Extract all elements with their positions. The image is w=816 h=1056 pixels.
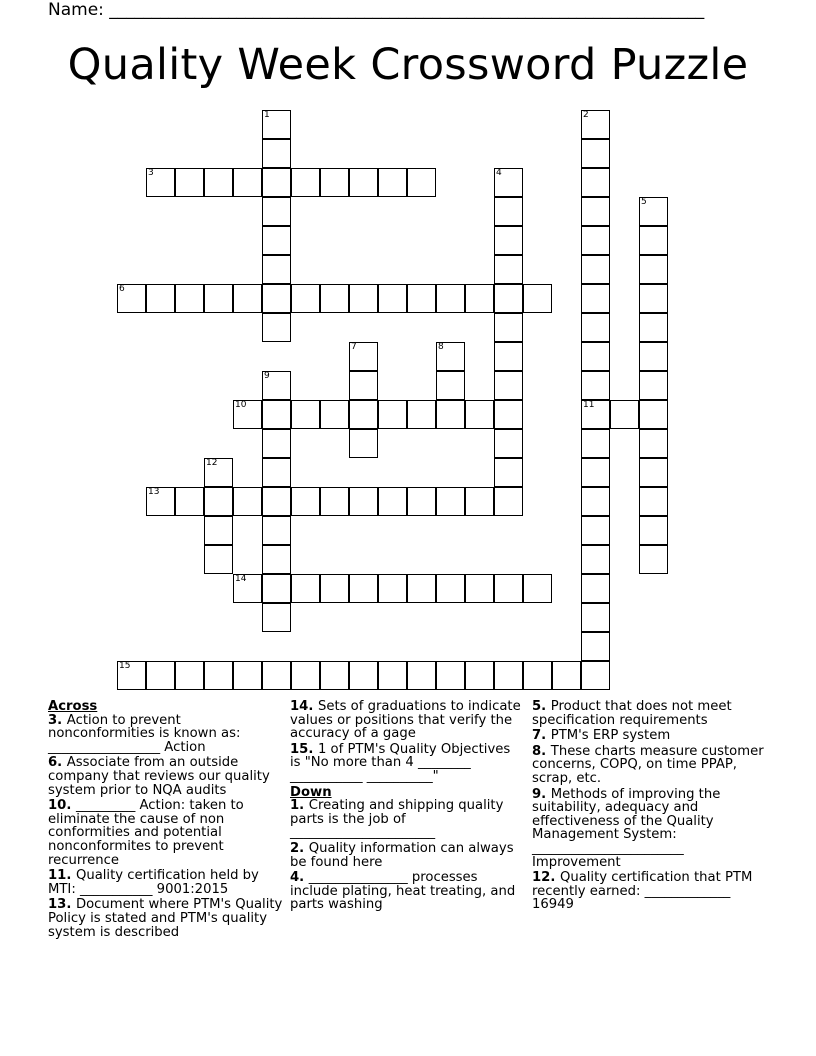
- grid-cell[interactable]: [262, 313, 291, 342]
- grid-cell[interactable]: [175, 661, 204, 690]
- clue-number: 12: [206, 458, 218, 468]
- clue-item-text: Quality certification held by MTI: ___________ 9001:2015: [48, 868, 259, 897]
- grid-cell[interactable]: [465, 487, 494, 516]
- clue-item-number: 13.: [48, 897, 76, 913]
- grid-cell[interactable]: [320, 574, 349, 603]
- grid-cell[interactable]: [581, 197, 610, 226]
- grid-cell[interactable]: [262, 516, 291, 545]
- grid-cell[interactable]: [349, 400, 378, 429]
- grid-cell[interactable]: [233, 487, 262, 516]
- grid-cell[interactable]: [523, 661, 552, 690]
- clue-item-text: Action to prevent nonconformities is known as: _________________ Action: [48, 712, 241, 755]
- grid-cell[interactable]: [494, 226, 523, 255]
- grid-cell[interactable]: [581, 458, 610, 487]
- grid-cell[interactable]: [204, 458, 233, 487]
- grid-cell[interactable]: [494, 458, 523, 487]
- clue-item: [48, 756, 284, 797]
- grid-cell[interactable]: [262, 400, 291, 429]
- clue-item: [290, 799, 522, 840]
- grid-cell[interactable]: [320, 661, 349, 690]
- grid-cell[interactable]: [349, 661, 378, 690]
- grid-cell[interactable]: [581, 574, 610, 603]
- grid-cell[interactable]: [436, 487, 465, 516]
- grid-cell[interactable]: [494, 487, 523, 516]
- grid-cell[interactable]: [436, 661, 465, 690]
- clue-item-number: 2.: [290, 840, 309, 856]
- grid-cell[interactable]: [581, 139, 610, 168]
- clue-item: [48, 898, 284, 939]
- grid-cell[interactable]: [436, 400, 465, 429]
- grid-cell[interactable]: [291, 661, 320, 690]
- grid-cell[interactable]: [291, 487, 320, 516]
- grid-cell[interactable]: [436, 342, 465, 371]
- clue-number: 10: [235, 400, 247, 410]
- grid-cell[interactable]: [291, 400, 320, 429]
- grid-cell[interactable]: [639, 313, 668, 342]
- clue-item: [532, 700, 768, 727]
- grid-cell[interactable]: [291, 574, 320, 603]
- clue-item-text: 1 of PTM's Quality Objectives is "No more than 4 ________ ___________ __________": [290, 741, 511, 784]
- grid-cell[interactable]: [581, 284, 610, 313]
- clue-item: [48, 869, 284, 896]
- clue-item-number: 3.: [48, 712, 67, 728]
- grid-cell[interactable]: [581, 226, 610, 255]
- grid-cell[interactable]: [117, 661, 146, 690]
- grid-cell[interactable]: [291, 284, 320, 313]
- grid-cell[interactable]: [494, 429, 523, 458]
- grid-cell[interactable]: [146, 168, 175, 197]
- grid-cell[interactable]: [262, 139, 291, 168]
- clue-number: 13: [148, 487, 160, 497]
- grid-cell[interactable]: [378, 574, 407, 603]
- grid-cell[interactable]: [320, 168, 349, 197]
- grid-cell[interactable]: [291, 168, 320, 197]
- grid-cell[interactable]: [204, 516, 233, 545]
- grid-cell[interactable]: [262, 284, 291, 313]
- grid-cell[interactable]: [639, 458, 668, 487]
- grid-cell[interactable]: [581, 110, 610, 139]
- grid-cell[interactable]: [581, 603, 610, 632]
- grid-cell[interactable]: [581, 168, 610, 197]
- grid-cell[interactable]: [262, 545, 291, 574]
- clue-item-text: Methods of improving the suitability, adequacy and effectiveness of the Quality Management System: _______________________ Improvement: [532, 786, 721, 870]
- grid-cell[interactable]: [175, 487, 204, 516]
- grid-cell[interactable]: [639, 429, 668, 458]
- grid-cell[interactable]: [349, 429, 378, 458]
- clue-item-number: 4.: [290, 870, 309, 886]
- clue-item: [290, 871, 522, 912]
- clue-number: 5: [641, 197, 647, 207]
- clue-item-number: 6.: [48, 755, 67, 771]
- grid-cell[interactable]: [320, 400, 349, 429]
- across-heading: Across: [48, 699, 98, 714]
- grid-cell[interactable]: [581, 371, 610, 400]
- clue-item-text: Product that does not meet specification requirements: [532, 699, 732, 728]
- grid-cell[interactable]: [349, 574, 378, 603]
- grid-cell[interactable]: [320, 487, 349, 516]
- grid-cell[interactable]: [523, 284, 552, 313]
- clue-number: 4: [496, 168, 502, 178]
- grid-cell[interactable]: [233, 168, 262, 197]
- grid-cell[interactable]: [436, 371, 465, 400]
- clue-item: [532, 729, 768, 743]
- grid-cell[interactable]: [639, 342, 668, 371]
- grid-cell[interactable]: [494, 284, 523, 313]
- clue-number: 11: [583, 400, 595, 410]
- grid-cell[interactable]: [465, 400, 494, 429]
- grid-cell[interactable]: [233, 574, 262, 603]
- grid-cell[interactable]: [378, 487, 407, 516]
- down-heading: Down: [290, 784, 332, 800]
- grid-cell[interactable]: [262, 255, 291, 284]
- grid-cell[interactable]: [349, 168, 378, 197]
- clue-item-number: 8.: [532, 743, 551, 759]
- clue-item-text: Associate from an outside company that reviews our quality system prior to NQA audits: [48, 755, 270, 798]
- grid-cell[interactable]: [494, 400, 523, 429]
- grid-cell[interactable]: [320, 284, 349, 313]
- grid-cell[interactable]: [581, 632, 610, 661]
- clue-number: 1: [264, 110, 270, 120]
- clue-item-text: Creating and shipping quality parts is the job of ______________________: [290, 798, 504, 841]
- grid-cell[interactable]: [581, 661, 610, 690]
- grid-cell[interactable]: [378, 284, 407, 313]
- clue-number: 8: [438, 342, 444, 352]
- clue-item: [290, 842, 522, 869]
- grid-cell[interactable]: [436, 574, 465, 603]
- grid-cell[interactable]: [639, 400, 668, 429]
- grid-cell[interactable]: [233, 284, 262, 313]
- grid-cell[interactable]: [407, 284, 436, 313]
- clue-item-number: 12.: [532, 870, 560, 886]
- grid-cell[interactable]: [378, 400, 407, 429]
- clue-number: 6: [119, 284, 125, 294]
- grid-cell[interactable]: [407, 168, 436, 197]
- grid-cell[interactable]: [581, 400, 610, 429]
- grid-cell[interactable]: [581, 313, 610, 342]
- grid-cell[interactable]: [494, 661, 523, 690]
- clue-item-number: 11.: [48, 868, 76, 884]
- grid-cell[interactable]: [494, 168, 523, 197]
- clue-item-text: Document where PTM's Quality Policy is stated and PTM's quality system is described: [48, 897, 283, 940]
- grid-cell[interactable]: [349, 342, 378, 371]
- grid-cell[interactable]: [204, 487, 233, 516]
- grid-cell[interactable]: [262, 197, 291, 226]
- grid-cell[interactable]: [262, 371, 291, 400]
- clue-item: [532, 745, 768, 786]
- grid-cell[interactable]: [494, 313, 523, 342]
- clue-item: [532, 871, 768, 912]
- grid-cell[interactable]: [262, 429, 291, 458]
- grid-cell[interactable]: [204, 284, 233, 313]
- grid-cell[interactable]: [146, 284, 175, 313]
- clue-number: 2: [583, 110, 589, 120]
- clue-column-3: [532, 700, 768, 914]
- grid-cell[interactable]: [378, 661, 407, 690]
- grid-cell[interactable]: [349, 371, 378, 400]
- grid-cell[interactable]: [407, 400, 436, 429]
- grid-cell[interactable]: [639, 545, 668, 574]
- grid-cell[interactable]: [262, 574, 291, 603]
- clue-item-text: Quality information can always be found here: [290, 840, 514, 870]
- clue-item-text: These charts measure customer concerns, COPQ, on time PPAP, scrap, etc.: [532, 743, 764, 786]
- grid-cell[interactable]: [175, 168, 204, 197]
- clue-item-text: Quality certification that PTM recently earned: _____________ 16949: [532, 870, 753, 913]
- clue-item-number: 14.: [290, 699, 318, 714]
- grid-cell[interactable]: [262, 226, 291, 255]
- clue-item-number: 10.: [48, 798, 76, 814]
- page-title: Quality Week Crossword Puzzle: [67, 40, 749, 90]
- grid-cell[interactable]: [204, 661, 233, 690]
- grid-cell[interactable]: [523, 574, 552, 603]
- clue-item: [48, 799, 284, 867]
- grid-cell[interactable]: [639, 255, 668, 284]
- grid-cell[interactable]: [581, 255, 610, 284]
- grid-cell[interactable]: [262, 603, 291, 632]
- clue-item: [532, 788, 768, 870]
- clue-number: 3: [148, 168, 154, 178]
- grid-cell[interactable]: [349, 487, 378, 516]
- grid-cell[interactable]: [610, 400, 639, 429]
- grid-cell[interactable]: [349, 284, 378, 313]
- grid-cell[interactable]: [204, 545, 233, 574]
- grid-cell[interactable]: [639, 487, 668, 516]
- grid-cell[interactable]: [494, 574, 523, 603]
- clue-item: [48, 714, 284, 755]
- grid-cell[interactable]: [639, 226, 668, 255]
- clue-number: 7: [351, 342, 357, 352]
- clue-item-text: PTM's ERP system: [550, 728, 671, 744]
- grid-cell[interactable]: [262, 110, 291, 139]
- grid-cell[interactable]: [581, 545, 610, 574]
- grid-cell[interactable]: [494, 197, 523, 226]
- grid-cell[interactable]: [552, 661, 581, 690]
- clue-column-2: [290, 700, 522, 914]
- grid-cell[interactable]: [262, 487, 291, 516]
- grid-cell[interactable]: [262, 661, 291, 690]
- clue-item-text: _______________ processes include plating, heat treating, and parts washing: [290, 870, 516, 913]
- grid-cell[interactable]: [262, 458, 291, 487]
- grid-cell[interactable]: [436, 284, 465, 313]
- grid-cell[interactable]: [465, 284, 494, 313]
- grid-cell[interactable]: [204, 168, 233, 197]
- clue-item-number: 7.: [532, 728, 551, 744]
- clue-item-text: Sets of graduations to indicate values or positions that verify the accuracy of a gage: [290, 699, 521, 742]
- grid-cell[interactable]: [146, 487, 175, 516]
- grid-cell[interactable]: [494, 255, 523, 284]
- clue-number: 14: [235, 574, 247, 584]
- grid-cell[interactable]: [233, 400, 262, 429]
- grid-cell[interactable]: [581, 516, 610, 545]
- grid-cell[interactable]: [639, 371, 668, 400]
- clue-item-number: 5.: [532, 699, 551, 714]
- clue-item-text: _________ Action: taken to eliminate the cause of non conformities and potential nonconformites to prevent recurrence: [48, 798, 244, 868]
- grid-cell[interactable]: [639, 516, 668, 545]
- clue-item: [290, 743, 522, 784]
- clue-number: 15: [119, 661, 131, 671]
- grid-cell[interactable]: [639, 284, 668, 313]
- grid-cell[interactable]: [581, 342, 610, 371]
- grid-cell[interactable]: [494, 342, 523, 371]
- grid-cell[interactable]: [407, 487, 436, 516]
- clue-column-1: [48, 700, 284, 941]
- grid-cell[interactable]: [465, 661, 494, 690]
- grid-cell[interactable]: [146, 661, 175, 690]
- name-field-label: Name: ______________________________________________________________________: [48, 0, 705, 20]
- clue-item-number: 1.: [290, 798, 309, 814]
- grid-cell[interactable]: [233, 661, 262, 690]
- clue-item: [290, 700, 522, 741]
- grid-cell[interactable]: [262, 168, 291, 197]
- grid-cell[interactable]: [407, 574, 436, 603]
- clue-item-number: 15.: [290, 741, 318, 757]
- grid-cell[interactable]: [117, 284, 146, 313]
- grid-cell[interactable]: [494, 371, 523, 400]
- grid-cell[interactable]: [581, 487, 610, 516]
- grid-cell[interactable]: [465, 574, 494, 603]
- clue-item-number: 9.: [532, 786, 551, 802]
- clue-number: 9: [264, 371, 270, 381]
- grid-cell[interactable]: [378, 168, 407, 197]
- grid-cell[interactable]: [175, 284, 204, 313]
- grid-cell[interactable]: [639, 197, 668, 226]
- grid-cell[interactable]: [407, 661, 436, 690]
- grid-cell[interactable]: [581, 429, 610, 458]
